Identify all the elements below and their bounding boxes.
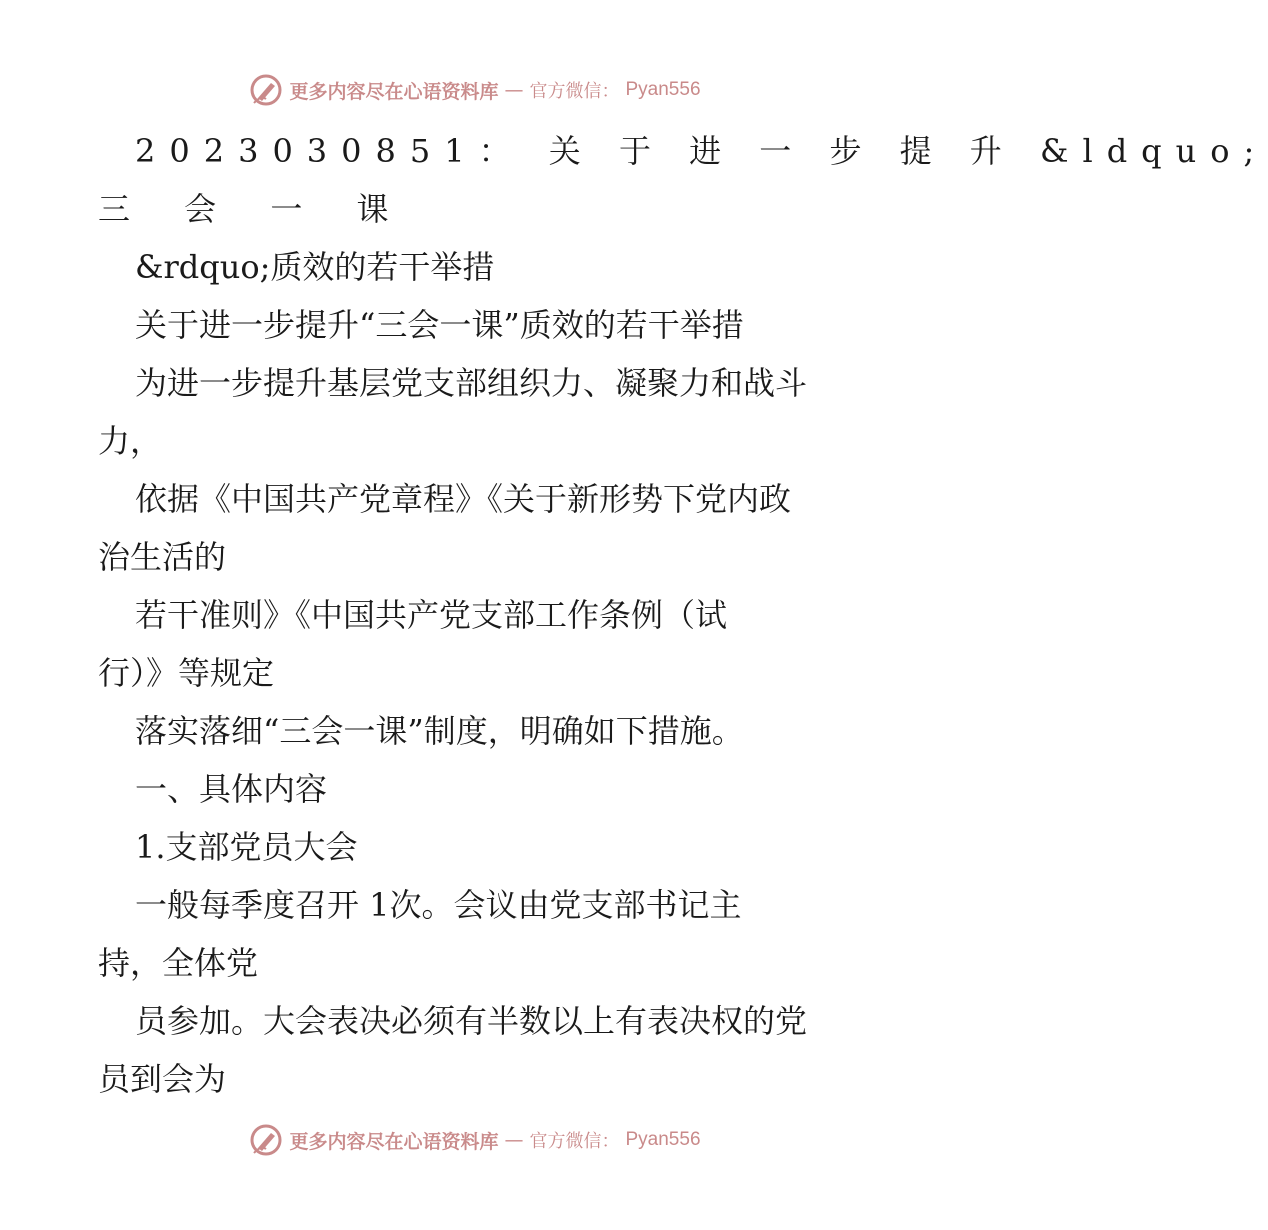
- doc-title-line-1: 2023030851： 关 于 进 一 步 提 升 &ldquo;: [135, 132, 1268, 170]
- section-heading: 一、具体内容: [135, 770, 328, 808]
- pen-logo-icon: [249, 1123, 283, 1157]
- pen-logo-icon: [249, 73, 283, 107]
- paragraph-line: 依据《中国共产党章程》《关于新形势下党内政: [135, 480, 792, 518]
- paragraph-line: 员参加。大会表决必须有半数以上有表决权的党: [135, 1002, 808, 1040]
- paragraph-line: 若干准则》《中国共产党支部工作条例（试: [135, 596, 728, 634]
- document-body: [98, 122, 1268, 1108]
- doc-title-line-2: 三 会 一 课: [98, 190, 411, 228]
- watermark-site-text: 更多内容尽在心语资料库: [289, 80, 499, 103]
- paragraph-line: 为进一步提升基层党支部组织力、凝聚力和战斗: [135, 364, 808, 402]
- watermark-separator: —: [504, 79, 524, 101]
- paragraph-line: 行）》等规定: [98, 654, 275, 692]
- watermark-site-text: 更多内容尽在心语资料库: [289, 1130, 499, 1153]
- paragraph-line: 一般每季度召开 1次。会议由党支部书记主: [135, 886, 742, 924]
- doc-title-line-3: &rdquo;质效的若干举措: [135, 248, 495, 286]
- paragraph-line: 治生活的: [98, 538, 227, 576]
- doc-heading: 关于进一步提升“三会一课”质效的若干举措: [135, 306, 744, 344]
- subsection-heading: 1.支部党员大会: [135, 828, 358, 866]
- watermark-wechat-id: Pyan556: [625, 1129, 701, 1150]
- paragraph-line: 落实落细“三会一课”制度，明确如下措施。: [135, 712, 744, 750]
- paragraph-line: 持，全体党: [98, 944, 259, 982]
- header-watermark: [0, 70, 950, 110]
- paragraph-line: 力，: [98, 422, 163, 460]
- paragraph-line: 员到会为: [98, 1060, 227, 1098]
- watermark-separator: —: [504, 1129, 524, 1151]
- watermark-wechat-id: Pyan556: [625, 79, 701, 100]
- footer-watermark: [0, 1120, 950, 1160]
- watermark-wechat-label: 官方微信：: [529, 1131, 620, 1152]
- watermark-wechat-label: 官方微信：: [529, 81, 620, 102]
